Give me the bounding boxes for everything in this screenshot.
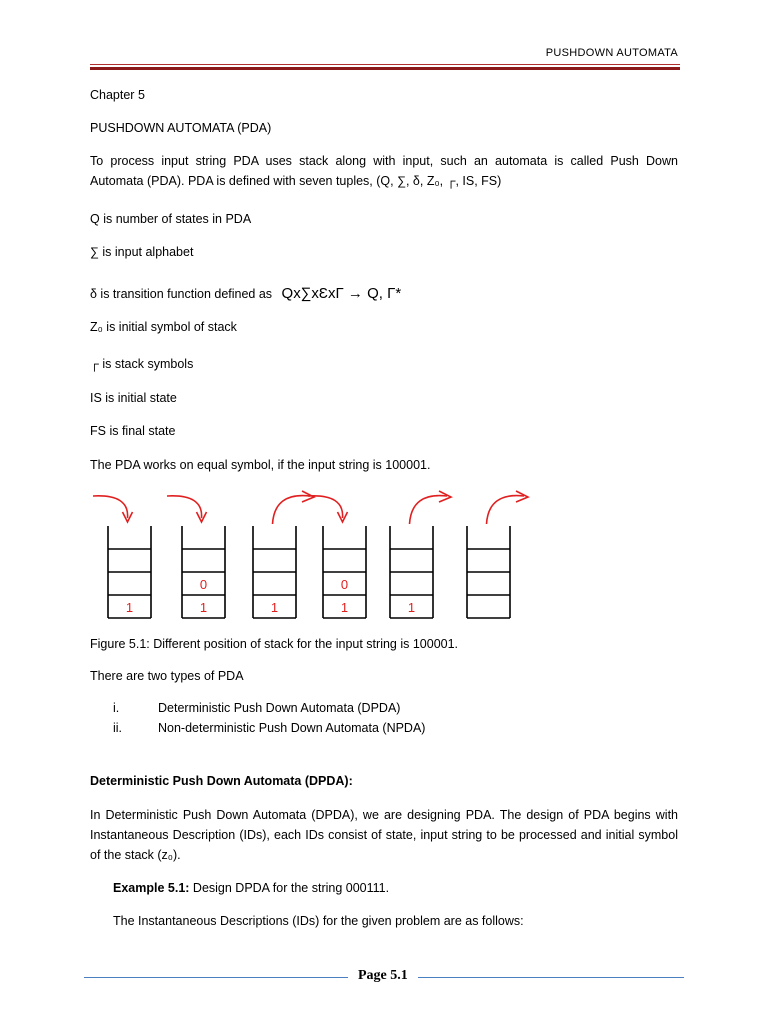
def-sigma: ∑ is input alphabet bbox=[90, 245, 194, 259]
pop-arrow bbox=[273, 496, 311, 524]
dpda-paragraph bbox=[90, 805, 678, 865]
stack-cell-value: 1 bbox=[340, 600, 349, 615]
intro-paragraph bbox=[90, 151, 678, 191]
footer-rule-right bbox=[418, 977, 684, 978]
def-is: IS is initial state bbox=[90, 391, 177, 405]
footer-rule-left bbox=[84, 977, 348, 978]
page-number: Page 5.1 bbox=[358, 968, 408, 983]
stack-cell-value: 1 bbox=[407, 600, 416, 615]
example-line bbox=[113, 878, 389, 898]
def-delta bbox=[90, 284, 401, 304]
def-z0: Z₀ is initial symbol of stack bbox=[90, 320, 237, 334]
ids-line: The Instantaneous Descriptions (IDs) for the given problem are as follows: bbox=[113, 914, 524, 928]
push-arrow bbox=[93, 496, 128, 518]
running-header: PUSHDOWN AUTOMATA bbox=[545, 47, 678, 59]
type-item-2-num: ii. bbox=[113, 721, 123, 735]
stack-cell-value: 1 bbox=[270, 600, 279, 615]
pop-arrow bbox=[410, 496, 448, 524]
dpda-line-1: In Deterministic Push Down Automata (DPDA), we are designing PDA. The design of PDA begins with bbox=[90, 808, 678, 822]
stack-cell-value: 0 bbox=[199, 577, 208, 592]
dpda-heading: Deterministic Push Down Automata (DPDA): bbox=[90, 774, 353, 788]
stack-cell-value: 1 bbox=[199, 600, 208, 615]
push-arrow bbox=[308, 496, 343, 518]
intro-line-1: To process input string PDA uses stack along with input, such an automata is called Push Down bbox=[90, 154, 678, 168]
push-arrow bbox=[167, 496, 202, 518]
chapter-label: Chapter 5 bbox=[90, 88, 145, 102]
header-rule-thin bbox=[90, 64, 680, 65]
stack-cell-value: 1 bbox=[125, 600, 134, 615]
def-delta-label: δ is transition function defined as bbox=[90, 287, 273, 301]
pop-arrow bbox=[487, 496, 525, 524]
intro-line-2: Automata (PDA). PDA is defined with seven tuples, (Q, ∑, δ, Z₀, ┌, IS, FS) bbox=[90, 174, 502, 188]
section-heading: PUSHDOWN AUTOMATA (PDA) bbox=[90, 121, 272, 135]
figure-caption: Figure 5.1: Different position of stack for the input string is 100001. bbox=[90, 637, 459, 651]
stack-figure bbox=[85, 488, 545, 623]
def-gamma: ┌ is stack symbols bbox=[90, 357, 194, 371]
type-item-2-text: Non-deterministic Push Down Automata (NPDA) bbox=[158, 721, 426, 735]
def-fs: FS is final state bbox=[90, 424, 176, 438]
def-q: Q is number of states in PDA bbox=[90, 212, 252, 226]
type-item-1-num: i. bbox=[113, 701, 120, 715]
dpda-line-2: Instantaneous Description (IDs), each IDs consist of state, input string to be processed and initial symbol bbox=[90, 828, 678, 842]
example-label: Example 5.1: bbox=[113, 881, 190, 895]
types-intro: There are two types of PDA bbox=[90, 669, 244, 683]
type-item-1-text: Deterministic Push Down Automata (DPDA) bbox=[158, 701, 401, 715]
example-text: Design DPDA for the string 000111. bbox=[189, 881, 390, 895]
dpda-line-3: of the stack (z₀). bbox=[90, 848, 181, 862]
header-rule-thick bbox=[90, 67, 680, 70]
delta-formula: Qx∑xƐxΓ → Q, Γ* bbox=[281, 285, 402, 302]
works-on-line: The PDA works on equal symbol, if the input string is 100001. bbox=[90, 458, 431, 472]
stack-cell-value: 0 bbox=[340, 577, 349, 592]
